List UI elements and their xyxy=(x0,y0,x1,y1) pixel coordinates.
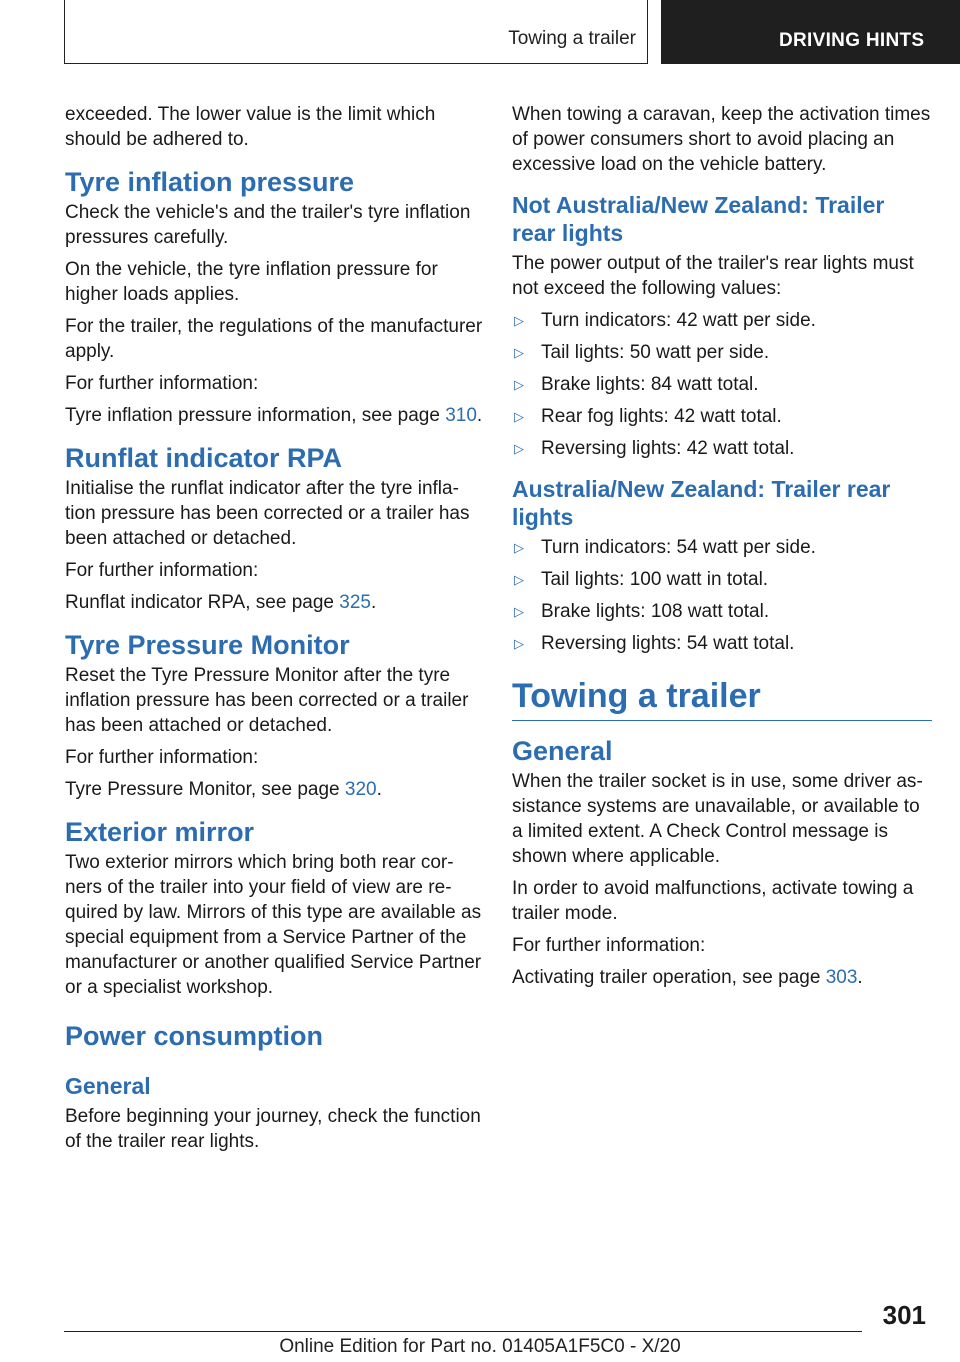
heading-general: General xyxy=(512,736,613,766)
list-item: ▷ Tail lights: 50 watt per side. xyxy=(514,342,770,363)
page-link-310[interactable]: 310 xyxy=(445,405,477,426)
left-column xyxy=(65,102,483,1161)
paragraph-with-link: Tyre Pressure Monitor, see page 320. xyxy=(65,779,382,800)
page-link-320[interactable]: 320 xyxy=(344,779,377,800)
list-item: ▷ Brake lights: 84 watt total. xyxy=(514,374,759,395)
list-item: ▷ Tail lights: 100 watt in total. xyxy=(514,569,769,590)
paragraph: For the trailer, the regulations of the manufacturer apply. xyxy=(65,316,483,362)
list-item: ▷ Reversing lights: 54 watt total. xyxy=(514,633,795,654)
paragraph: When the trailer socket is in use, some driver assistance systems are unavailable, or available to a limited extent. A Check Control message is shown where applicable. xyxy=(512,771,923,867)
paragraph: Initialise the runflat indicator after the tyre inflation pressure has been corrected or a trailer has been attached or detached. xyxy=(65,478,470,549)
footer-edition: Online Edition for Part no. 01405A1F5C0 - X/20 xyxy=(279,1336,681,1357)
right-column xyxy=(512,102,932,997)
right-intro: When towing a caravan, keep the activation times of power consumers short to avoid placing an excessive load on the vehicle battery. xyxy=(512,104,931,175)
paragraph: Reset the Tyre Pressure Monitor after the tyre inflation pressure has been corrected or a trailer has been attached or detached. xyxy=(65,665,469,736)
triangle-right-icon: ▷ xyxy=(514,604,524,619)
heading-tyre-pressure-monitor: Tyre Pressure Monitor xyxy=(65,630,350,660)
paragraph: For further information: xyxy=(512,935,706,956)
paragraph: Before beginning your journey, check the function of the trailer rear lights. xyxy=(65,1106,481,1152)
list-item: ▷ Brake lights: 108 watt total. xyxy=(514,601,770,622)
footer-divider xyxy=(64,1331,862,1332)
triangle-right-icon: ▷ xyxy=(514,636,524,651)
paragraph: The power output of the trailer's rear lights must not exceed the following values: xyxy=(512,253,914,299)
triangle-right-icon: ▷ xyxy=(514,540,524,555)
list-item: ▷ Reversing lights: 42 watt total. xyxy=(514,438,795,459)
header-chapter-tab: DRIVING HINTS xyxy=(661,0,960,64)
paragraph: In order to avoid malfunctions, activate towing a trailer mode. xyxy=(512,878,914,924)
heading-exterior-mirror: Exterior mirror xyxy=(65,817,255,847)
triangle-right-icon: ▷ xyxy=(514,313,524,328)
triangle-right-icon: ▷ xyxy=(514,441,524,456)
paragraph-with-link: Tyre inflation pressure information, see page 310. xyxy=(65,405,483,426)
heading-australia-rear-lights: Australia/New Zealand: Trailer rear lights xyxy=(512,476,891,530)
heading-tyre-inflation: Tyre inflation pressure xyxy=(65,167,355,197)
header-section-title: Towing a trailer xyxy=(508,28,636,49)
paragraph-with-link: Runflat indicator RPA, see page 325. xyxy=(65,592,377,613)
paragraph: For further information: xyxy=(65,747,259,768)
paragraph-with-link: Activating trailer operation, see page 303. xyxy=(512,967,863,988)
paragraph: For further information: xyxy=(65,373,259,394)
paragraph: For further information: xyxy=(65,560,259,581)
paragraph: Two exterior mirrors which bring both rear corners of the trailer into your field of view are required by law. Mirrors of this type are available as special equipment from a Service Partner of the manufacturer or another qualified Service Partner or a specialist workshop. xyxy=(65,852,482,998)
page-number: 301 xyxy=(882,1300,926,1330)
bullet-list xyxy=(512,308,932,461)
heading-not-australia-rear-lights: Not Australia/New Zealand: Trailer rear lights xyxy=(512,192,885,246)
bullet-list xyxy=(512,535,932,656)
subheading-general: General xyxy=(65,1073,151,1099)
triangle-right-icon: ▷ xyxy=(514,377,524,392)
section-title-towing: Towing a trailer xyxy=(512,677,761,715)
list-item: ▷ Turn indicators: 42 watt per side. xyxy=(514,310,816,331)
list-item: ▷ Rear fog lights: 42 watt total. xyxy=(514,406,782,427)
paragraph: On the vehicle, the tyre inflation pressure for higher loads applies. xyxy=(65,259,438,305)
heading-power-consumption: Power consumption xyxy=(65,1021,324,1051)
triangle-right-icon: ▷ xyxy=(514,572,524,587)
page-link-325[interactable]: 325 xyxy=(339,592,371,613)
paragraph: Check the vehicle's and the trailer's tyre inflation pressures carefully. xyxy=(65,202,471,248)
left-intro: exceeded. The lower value is the limit which should be adhered to. xyxy=(65,104,436,150)
triangle-right-icon: ▷ xyxy=(514,409,524,424)
page-link-303[interactable]: 303 xyxy=(825,967,858,988)
list-item: ▷ Turn indicators: 54 watt per side. xyxy=(514,537,816,558)
triangle-right-icon: ▷ xyxy=(514,345,524,360)
section-title-block xyxy=(512,676,932,721)
heading-runflat: Runflat indicator RPA xyxy=(65,443,343,473)
